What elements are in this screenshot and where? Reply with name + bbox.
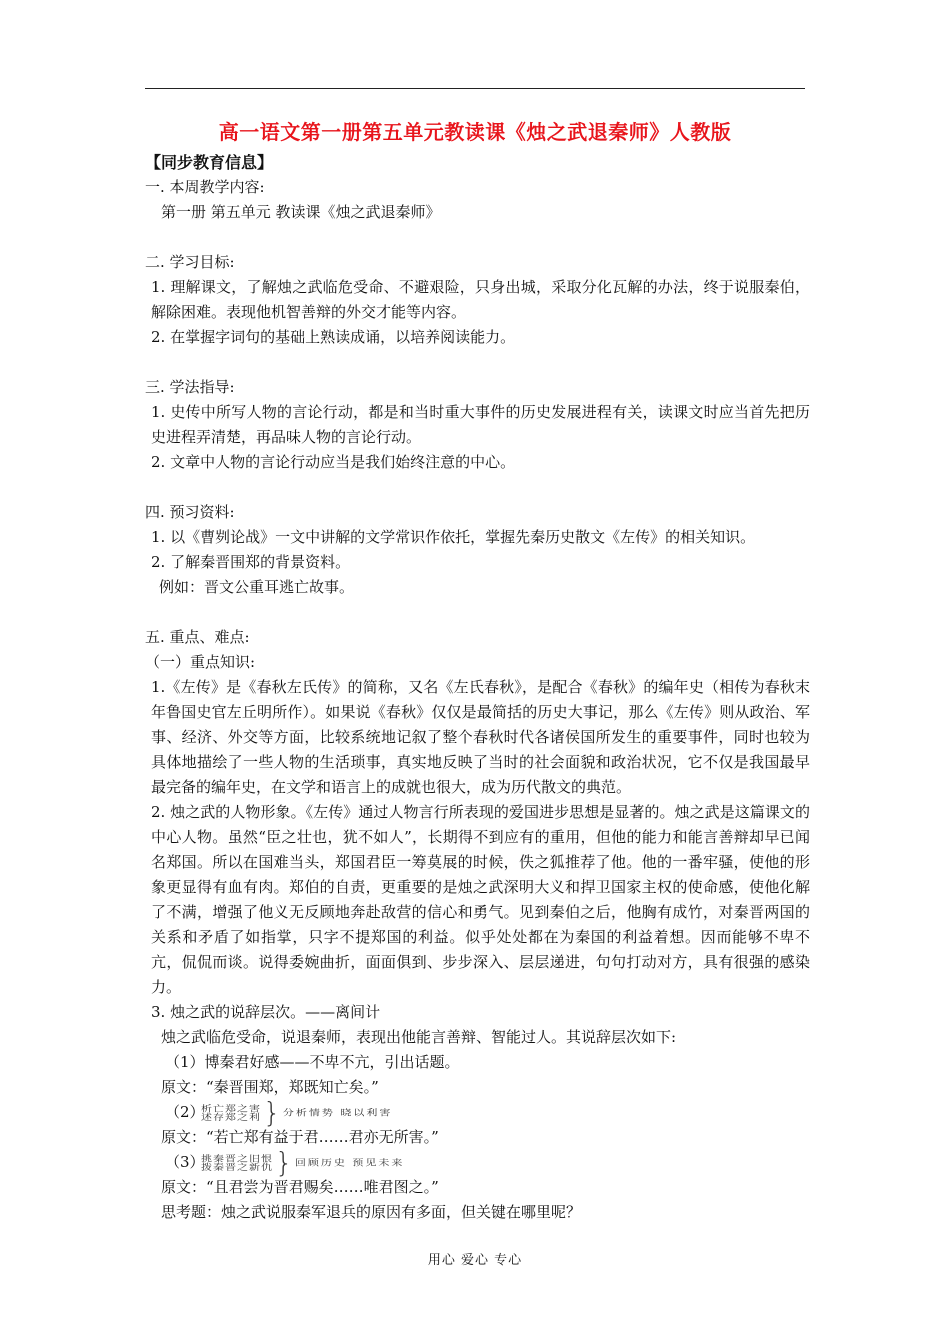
- point3-stack: [201, 1154, 273, 1172]
- s2-heading: 二. 学习目标:: [145, 253, 235, 271]
- s5-quote3: 原文：“且君尝为晋君赐矣……唯君图之。”: [161, 1178, 439, 1196]
- point2-summary: 分析情势 晓以利害: [282, 1107, 393, 1118]
- s4-item1: 1. 以《曹刿论战》一文中讲解的文学常识作依托，掌握先秦历史散文《左传》的相关知识。: [151, 528, 756, 546]
- s4-item2: 2. 了解秦晋围郑的背景资料。: [151, 553, 351, 571]
- s5-heading: 五. 重点、难点:: [145, 628, 250, 646]
- document-body: [145, 150, 810, 1225]
- s1-heading: 一. 本周教学内容:: [145, 178, 265, 196]
- s5-point1: （1）博秦君好感——不卑不亢，引出话题。: [165, 1053, 460, 1071]
- s5-item3: 3. 烛之武的说辞层次。——离间计: [151, 1003, 381, 1021]
- point3-number: （3）: [165, 1153, 205, 1171]
- s4-heading: 四. 预习资料:: [145, 503, 235, 521]
- section-header: 【同步教育信息】: [145, 153, 274, 172]
- point2-line-b: 述存郑之利: [201, 1111, 261, 1123]
- s5-point3: [145, 1145, 810, 1179]
- s5-point2: [145, 1095, 810, 1129]
- brace-icon: }: [263, 1095, 281, 1129]
- page-footer: 用心 爱心 专心: [427, 1253, 523, 1268]
- s5-item1: 1.《左传》是《春秋左氏传》的简称，又名《左氏春秋》，是配合《春秋》的编年史（相传为春秋末年鲁国史官左丘明所作）。如果说《春秋》仅仅是最简括的历史大事记，那么《左传》则从政治、军事、经济、外交等方面，比较系统地记叙了整个春秋时代各诸侯国所发生的重要事件，同时也较为具体地描绘了一些人物的生活琐事，真实地反映了当时的社会面貌和政治状况，它不仅是我国最早最完备的编年史，在文学和语言上的成就也很大，成为历代散文的典范。: [151, 678, 810, 796]
- s5-quote1: 原文：“秦晋围郑，郑既知亡矣。”: [161, 1078, 379, 1096]
- s1-line: 第一册 第五单元 教读课《烛之武退秦师》: [161, 203, 441, 221]
- s5-item2: 2. 烛之武的人物形象。《左传》通过人物言行所表现的爱国进步思想是显著的。烛之武是这篇课文的中心人物。虽然“臣之壮也，犹不如人”，长期得不到应有的重用，但他的能力和能言善辩却早已闻名郑国。所以在国难当头，郑国君臣一筹莫展的时候，佚之狐推荐了他。他的一番牢骚，使他的形象更显得有血有肉。郑伯的自责，更重要的是烛之武深明大义和捍卫国家主权的使命感，使他化解了不满，增强了他义无反顾地奔赴敌营的信心和勇气。见到秦伯之后，他胸有成竹，对秦晋两国的关系和矛盾了如指掌，只字不提郑国的利益。似乎处处都在为秦国的利益着想。因而能够不卑不亢，侃侃而谈。说得委婉曲折，面面俱到、步步深入、层层递进，句句打动对方，具有很强的感染力。: [151, 803, 810, 996]
- s5-quote2: 原文：“若亡郑有益于君……君亦无所害。”: [161, 1128, 439, 1146]
- s3-item1: 1. 史传中所写人物的言论行动，都是和当时重大事件的历史发展进程有关，读课文时应当首先把历史进程弄清楚，再品味人物的言论行动。: [151, 403, 810, 446]
- point2-stack: [201, 1104, 261, 1122]
- s5-sub1: （一）重点知识:: [145, 653, 256, 671]
- s5-question: 思考题：烛之武说服秦军退兵的原因有多面，但关键在哪里呢？: [161, 1203, 582, 1221]
- point2-line-a: 析亡郑之害: [201, 1102, 261, 1114]
- brace-icon: }: [275, 1145, 293, 1179]
- point2-number: （2）: [165, 1103, 205, 1121]
- s3-item2: 2. 文章中人物的言论行动应当是我们始终注意的中心。: [151, 453, 516, 471]
- s2-item1: 1. 理解课文，了解烛之武临危受命、不避艰险，只身出城，采取分化瓦解的办法，终于说服秦伯，解除困难。表现他机智善辩的外交才能等内容。: [151, 278, 810, 321]
- s5-intro: 烛之武临危受命，说退秦师，表现出他能言善辩、智能过人。其说辞层次如下:: [161, 1028, 677, 1046]
- point3-summary: 回顾历史 预见未来: [294, 1157, 405, 1168]
- point3-line-b: 拨秦晋之新仇: [201, 1161, 273, 1173]
- point3-line-a: 挑秦晋之旧恨: [201, 1152, 273, 1164]
- s4-example: 例如：晋文公重耳逃亡故事。: [159, 578, 355, 596]
- s3-heading: 三. 学法指导:: [145, 378, 235, 396]
- s2-item2: 2. 在掌握字词句的基础上熟读成诵，以培养阅读能力。: [151, 328, 516, 346]
- document-title: 高一语文第一册第五单元教读课《烛之武退秦师》人教版: [218, 120, 732, 144]
- header-rule: [145, 88, 805, 89]
